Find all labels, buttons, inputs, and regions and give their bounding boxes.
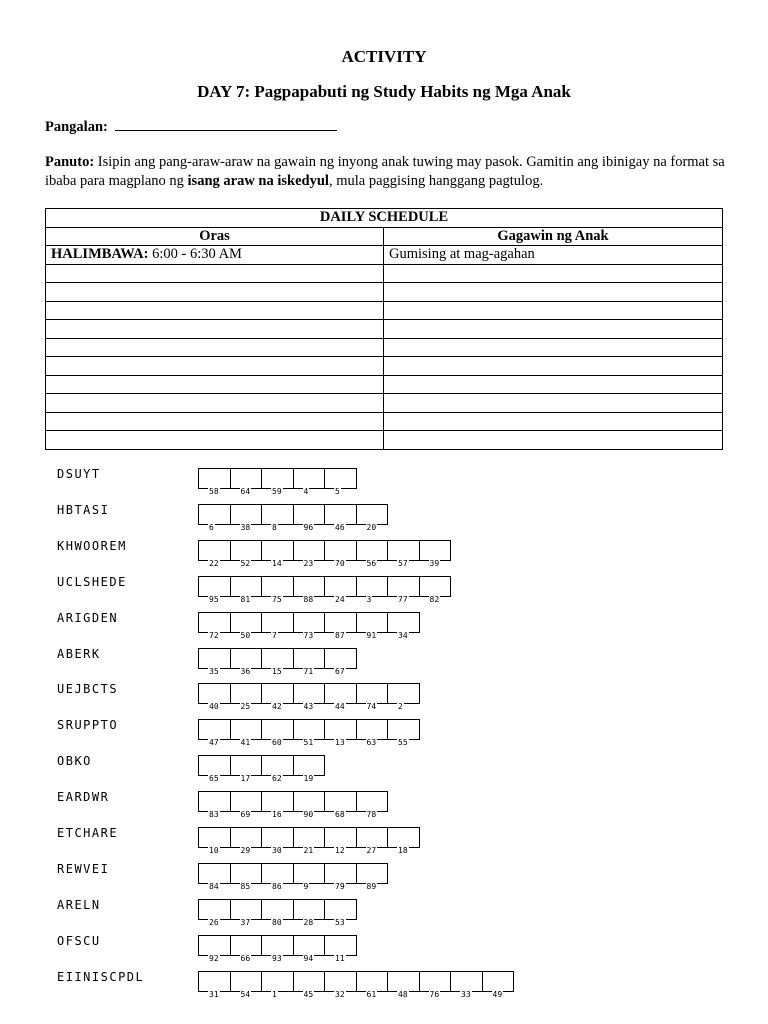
letter-box[interactable] (387, 827, 420, 855)
box-number: 92 (209, 953, 219, 963)
scrambled-word: HBTASI (57, 502, 110, 517)
scrambled-word: EARDWR (57, 790, 110, 805)
letter-box[interactable] (419, 971, 452, 999)
box-number: 76 (429, 989, 440, 999)
box-number: 66 (240, 953, 251, 963)
box-number: 73 (303, 630, 314, 640)
box-number: 48 (398, 989, 408, 999)
letter-box[interactable] (324, 612, 357, 640)
letter-box[interactable] (198, 755, 231, 784)
letter-box[interactable] (261, 468, 294, 496)
box-number: 7 (272, 630, 277, 640)
letter-box[interactable] (356, 719, 389, 748)
box-number: 91 (366, 630, 377, 640)
letter-box[interactable] (230, 540, 263, 568)
box-number: 10 (209, 846, 219, 855)
letter-box[interactable] (230, 612, 263, 640)
scrambled-word: ARELN (57, 897, 101, 912)
box-number: 59 (272, 487, 282, 496)
letter-box[interactable] (230, 683, 263, 712)
scrambled-word: EIINISCPDL (57, 969, 145, 984)
letter-box[interactable] (198, 612, 231, 640)
letter-box[interactable] (324, 863, 357, 891)
letter-box[interactable] (387, 683, 420, 712)
letter-box[interactable] (293, 648, 326, 676)
letter-box[interactable] (261, 504, 294, 532)
letter-box[interactable] (230, 863, 263, 891)
box-number: 40 (209, 702, 219, 712)
letter-box[interactable] (324, 899, 357, 927)
letter-box[interactable] (198, 576, 231, 604)
box-number: 72 (209, 630, 219, 640)
letter-box[interactable] (387, 971, 420, 999)
letter-box[interactable] (198, 540, 231, 568)
letter-box[interactable] (261, 827, 294, 855)
box-number: 84 (209, 881, 219, 891)
letter-box[interactable] (230, 755, 263, 784)
box-number: 19 (303, 774, 314, 784)
letter-box[interactable] (356, 863, 389, 891)
box-number: 38 (240, 522, 251, 532)
letter-box[interactable] (261, 576, 294, 604)
letter-box[interactable] (324, 540, 357, 568)
letter-box[interactable] (324, 648, 357, 676)
box-number: 96 (303, 522, 314, 532)
box-number: 78 (366, 810, 377, 820)
box-number: 77 (398, 594, 408, 604)
answer-boxes (198, 863, 388, 891)
box-number: 69 (240, 810, 251, 820)
box-number: 6 (209, 522, 214, 532)
letter-box[interactable] (198, 971, 231, 999)
example-label: HALIMBAWA: (51, 246, 149, 263)
box-number: 8 (272, 522, 277, 532)
letter-box[interactable] (293, 827, 326, 855)
box-number: 45 (303, 989, 314, 999)
scrambled-word: OFSCU (57, 933, 101, 948)
box-number: 79 (335, 881, 345, 891)
letter-box[interactable] (324, 971, 357, 999)
letter-box[interactable] (387, 612, 420, 640)
letter-box[interactable] (198, 899, 231, 927)
box-number: 46 (335, 522, 345, 532)
letter-box[interactable] (324, 791, 357, 820)
box-number: 83 (209, 810, 219, 820)
letter-box[interactable] (230, 971, 263, 999)
letter-box[interactable] (293, 576, 326, 604)
scrambled-word: SRUPPTO (57, 718, 119, 733)
answer-boxes (198, 648, 357, 676)
letter-box[interactable] (198, 827, 231, 855)
box-number: 70 (335, 558, 345, 568)
scrambled-word: ARIGDEN (57, 610, 119, 625)
scrambled-word: ABERK (57, 646, 101, 661)
answer-boxes (198, 683, 420, 712)
box-number: 30 (272, 846, 282, 855)
box-number: 34 (398, 630, 408, 640)
box-number: 21 (303, 846, 314, 855)
letter-box[interactable] (324, 827, 357, 855)
box-number: 15 (272, 666, 282, 676)
box-number: 81 (240, 594, 251, 604)
letter-box[interactable] (293, 683, 326, 712)
scrambled-word: UCLSHEDE (57, 574, 127, 589)
letter-box[interactable] (387, 576, 420, 604)
letter-box[interactable] (261, 683, 294, 712)
letter-box[interactable] (261, 863, 294, 891)
box-number: 31 (209, 989, 219, 999)
box-number: 52 (240, 558, 251, 568)
schedule-title: DAILY SCHEDULE (46, 209, 723, 228)
letter-box[interactable] (261, 899, 294, 927)
letter-box[interactable] (356, 683, 389, 712)
box-number: 36 (240, 666, 251, 676)
box-number: 43 (303, 702, 314, 712)
box-number: 29 (240, 846, 251, 855)
example-task-cell: Gumising at mag-agahan (384, 246, 723, 265)
letter-box[interactable] (356, 791, 389, 820)
letter-box[interactable] (198, 504, 231, 532)
letter-box[interactable] (324, 719, 357, 748)
box-number: 41 (240, 738, 251, 748)
letter-box[interactable] (324, 935, 357, 963)
box-number: 93 (272, 953, 282, 963)
answer-boxes (198, 540, 451, 568)
answer-boxes (198, 899, 357, 927)
box-number: 62 (272, 774, 282, 784)
letter-box[interactable] (293, 719, 326, 748)
letter-box[interactable] (419, 576, 452, 604)
box-number: 32 (335, 989, 345, 999)
letter-box[interactable] (356, 540, 389, 568)
letter-box[interactable] (356, 504, 389, 532)
letter-box[interactable] (293, 468, 326, 496)
box-number: 5 (335, 487, 340, 496)
box-number: 4 (303, 487, 309, 496)
letter-box[interactable] (198, 468, 231, 496)
box-number: 23 (303, 558, 314, 568)
box-number: 16 (272, 810, 282, 820)
instructions-text-after: , mula paggising hanggang pagtulog. (328, 173, 544, 189)
answer-boxes (198, 971, 514, 999)
letter-box[interactable] (356, 971, 389, 999)
box-number: 49 (492, 989, 503, 999)
box-number: 80 (272, 917, 282, 927)
box-number: 27 (366, 846, 377, 855)
letter-box[interactable] (230, 719, 263, 748)
box-number: 3 (366, 594, 372, 604)
box-number: 95 (209, 594, 219, 604)
letter-box[interactable] (387, 719, 420, 748)
box-number: 26 (209, 917, 219, 927)
answer-boxes (198, 576, 451, 604)
letter-box[interactable] (419, 540, 452, 568)
answer-boxes (198, 468, 357, 496)
box-number: 47 (209, 738, 219, 748)
letter-box[interactable] (198, 791, 231, 820)
letter-box[interactable] (198, 648, 231, 676)
letter-box[interactable] (261, 719, 294, 748)
letter-box[interactable] (324, 576, 357, 604)
letter-box[interactable] (230, 504, 263, 532)
box-number: 11 (335, 953, 345, 963)
letter-box[interactable] (387, 540, 420, 568)
letter-box[interactable] (293, 504, 326, 532)
box-number: 39 (429, 558, 440, 568)
box-number: 56 (366, 558, 377, 568)
box-number: 12 (335, 846, 345, 855)
box-number: 37 (240, 917, 251, 927)
letter-box[interactable] (324, 504, 357, 532)
scrambled-word: ETCHARE (57, 826, 119, 840)
column-header-time: Oras (46, 227, 384, 246)
letter-box[interactable] (261, 971, 294, 999)
box-number: 85 (240, 881, 251, 891)
answer-boxes (198, 612, 420, 640)
letter-box[interactable] (293, 612, 326, 640)
instructions-bold-text: isang araw na iskedyul (187, 173, 329, 189)
box-number: 18 (398, 846, 408, 855)
box-number: 68 (335, 810, 345, 820)
box-number: 65 (209, 774, 219, 784)
letter-box[interactable] (293, 935, 326, 963)
letter-box[interactable] (198, 719, 231, 748)
box-number: 9 (303, 881, 309, 891)
letter-box[interactable] (230, 791, 263, 820)
scrambled-word: OBKO (57, 754, 92, 769)
letter-box[interactable] (198, 683, 231, 712)
answer-boxes (198, 827, 420, 855)
example-time: 6:00 - 6:30 AM (148, 246, 242, 263)
letter-box[interactable] (230, 648, 263, 676)
box-number: 63 (366, 738, 377, 748)
letter-box[interactable] (261, 935, 294, 963)
scrambled-word: UEJBCTS (57, 682, 119, 697)
name-label: Pangalan: (45, 119, 108, 135)
letter-box[interactable] (261, 791, 294, 820)
activity-subtitle: DAY 7: Pagpapabuti ng Study Habits ng Mga Anak (197, 82, 571, 101)
letter-box[interactable] (230, 576, 263, 604)
letter-box[interactable] (261, 540, 294, 568)
letter-box[interactable] (230, 827, 263, 855)
box-number: 53 (335, 917, 345, 927)
letter-box[interactable] (230, 935, 263, 963)
box-number: 75 (272, 594, 282, 604)
box-number: 86 (272, 881, 282, 891)
letter-box[interactable] (356, 612, 389, 640)
letter-box[interactable] (230, 468, 263, 496)
letter-box[interactable] (450, 971, 483, 999)
box-number: 61 (366, 989, 377, 999)
letter-box[interactable] (356, 576, 389, 604)
box-number: 90 (303, 810, 314, 820)
box-number: 60 (272, 738, 282, 748)
box-number: 55 (398, 738, 408, 748)
box-number: 1 (272, 989, 277, 999)
letter-box[interactable] (261, 755, 294, 784)
box-number: 50 (240, 630, 251, 640)
column-header-task: Gagawin ng Anak (384, 227, 723, 246)
box-number: 28 (303, 917, 314, 927)
box-number: 25 (240, 702, 251, 712)
box-number: 33 (461, 989, 471, 999)
scrambled-word: REWVEI (57, 861, 110, 876)
letter-box[interactable] (324, 468, 357, 496)
scrambled-word: DSUYT (57, 467, 101, 481)
letter-box[interactable] (293, 791, 326, 820)
instructions-text-before: Isipin ang pang-araw-araw na gawain ng inyong anak tuwing may pasok. Gamitin ang ibinigay na format sa ibaba para magplano ng (45, 154, 725, 189)
instructions-label: Panuto: (45, 154, 95, 170)
box-number: 58 (209, 487, 219, 496)
box-number: 71 (303, 666, 314, 676)
box-number: 54 (240, 989, 251, 999)
box-number: 94 (303, 953, 314, 963)
answer-boxes (198, 719, 420, 748)
letter-box[interactable] (356, 827, 389, 855)
letter-box[interactable] (293, 971, 326, 999)
letter-box[interactable] (198, 935, 231, 963)
box-number: 44 (335, 702, 345, 712)
box-number: 88 (303, 594, 314, 604)
box-number: 17 (240, 774, 251, 784)
letter-box[interactable] (261, 648, 294, 676)
box-number: 13 (335, 738, 345, 748)
letter-box[interactable] (261, 612, 294, 640)
letter-box[interactable] (230, 899, 263, 927)
box-number: 82 (429, 594, 440, 604)
answer-boxes (198, 504, 388, 532)
box-number: 35 (209, 666, 219, 676)
box-number: 57 (398, 558, 408, 568)
box-number: 67 (335, 666, 345, 676)
box-number: 24 (335, 594, 345, 604)
box-number: 74 (366, 702, 377, 712)
box-number: 22 (209, 558, 219, 568)
letter-box[interactable] (324, 683, 357, 712)
box-number: 2 (398, 702, 403, 712)
scrambled-word: KHWOOREM (57, 538, 127, 553)
box-number: 42 (272, 702, 282, 712)
box-number: 89 (366, 881, 377, 891)
box-number: 64 (240, 487, 251, 496)
letter-box[interactable] (293, 863, 326, 891)
letter-box[interactable] (293, 755, 326, 784)
activity-title: ACTIVITY (341, 47, 427, 66)
letter-box[interactable] (293, 540, 326, 568)
box-number: 14 (272, 558, 282, 568)
answer-boxes (198, 935, 357, 963)
box-number: 51 (303, 738, 314, 748)
letter-box[interactable] (198, 863, 231, 891)
letter-box[interactable] (293, 899, 326, 927)
letter-box[interactable] (482, 971, 515, 999)
answer-boxes (198, 791, 388, 820)
box-number: 87 (335, 630, 345, 640)
answer-boxes (198, 755, 325, 784)
box-number: 20 (366, 522, 377, 532)
